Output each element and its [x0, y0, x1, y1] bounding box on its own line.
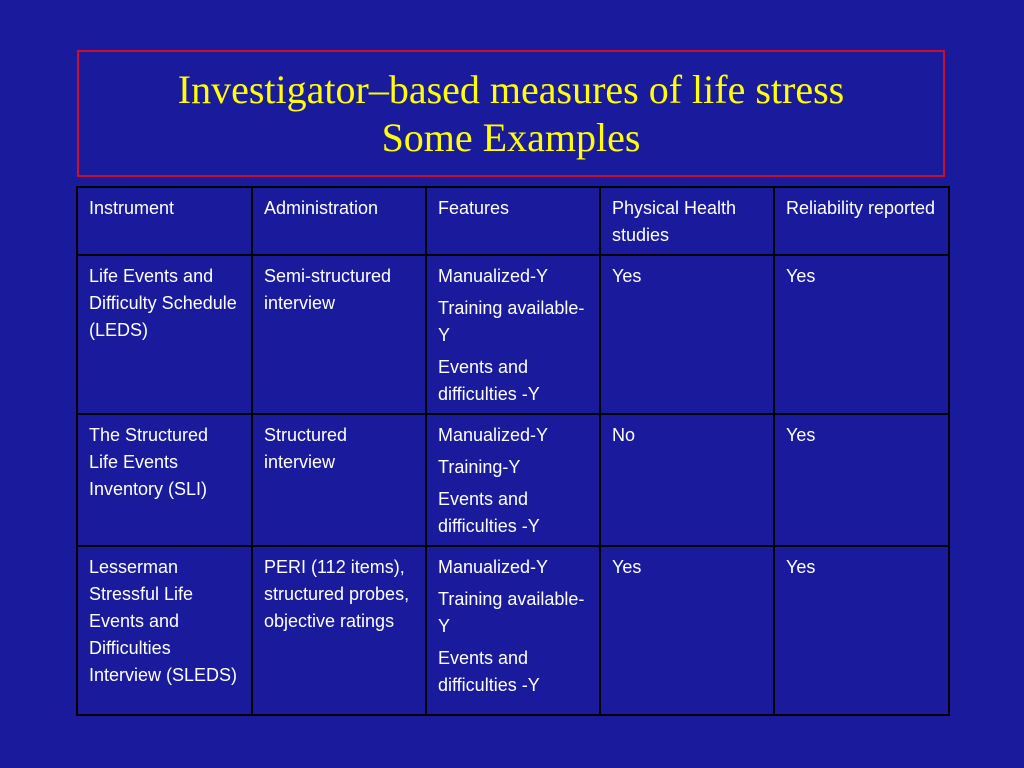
cell-features [426, 414, 600, 546]
cell-physical-health: No [600, 414, 774, 546]
table-row [77, 546, 949, 715]
feature-item: Manualized-Y [438, 266, 549, 286]
cell-administration: PERI (112 items), structured probes, objective ratings [252, 546, 426, 715]
feature-item: Events and difficulties -Y [438, 489, 540, 536]
cell-features [426, 255, 600, 414]
feature-item: Events and difficulties -Y [438, 648, 540, 695]
header-instrument: Instrument [77, 187, 252, 255]
cell-instrument: The Structured Life Events Inventory (SLI) [77, 414, 252, 546]
feature-item: Manualized-Y [438, 425, 549, 445]
feature-item: Training available-Y [438, 589, 585, 636]
cell-reliability: Yes [774, 255, 949, 414]
feature-item: Manualized-Y [438, 557, 549, 577]
cell-features [426, 546, 600, 715]
table-row [77, 414, 949, 546]
header-physical-health-studies: Physical Health studies [600, 187, 774, 255]
feature-item: Training available-Y [438, 298, 585, 345]
table-row [77, 255, 949, 414]
cell-physical-health: Yes [600, 546, 774, 715]
title-box [77, 50, 945, 177]
feature-item: Events and difficulties -Y [438, 357, 540, 404]
slide-subtitle: Some Examples [381, 114, 641, 160]
table-header-row [77, 187, 949, 255]
cell-administration: Semi-structured interview [252, 255, 426, 414]
cell-instrument: Life Events and Difficulty Schedule (LEDS) [77, 255, 252, 414]
cell-reliability: Yes [774, 546, 949, 715]
slide-title: Investigator–based measures of life stress [177, 66, 845, 112]
measures-table [76, 186, 950, 716]
feature-item: Training-Y [438, 457, 521, 477]
cell-administration: Structured interview [252, 414, 426, 546]
cell-reliability: Yes [774, 414, 949, 546]
header-administration: Administration [252, 187, 426, 255]
header-reliability-reported: Reliability reported [774, 187, 949, 255]
header-features: Features [426, 187, 600, 255]
cell-instrument: Lesserman Stressful Life Events and Difficulties Interview (SLEDS) [77, 546, 252, 715]
cell-physical-health: Yes [600, 255, 774, 414]
